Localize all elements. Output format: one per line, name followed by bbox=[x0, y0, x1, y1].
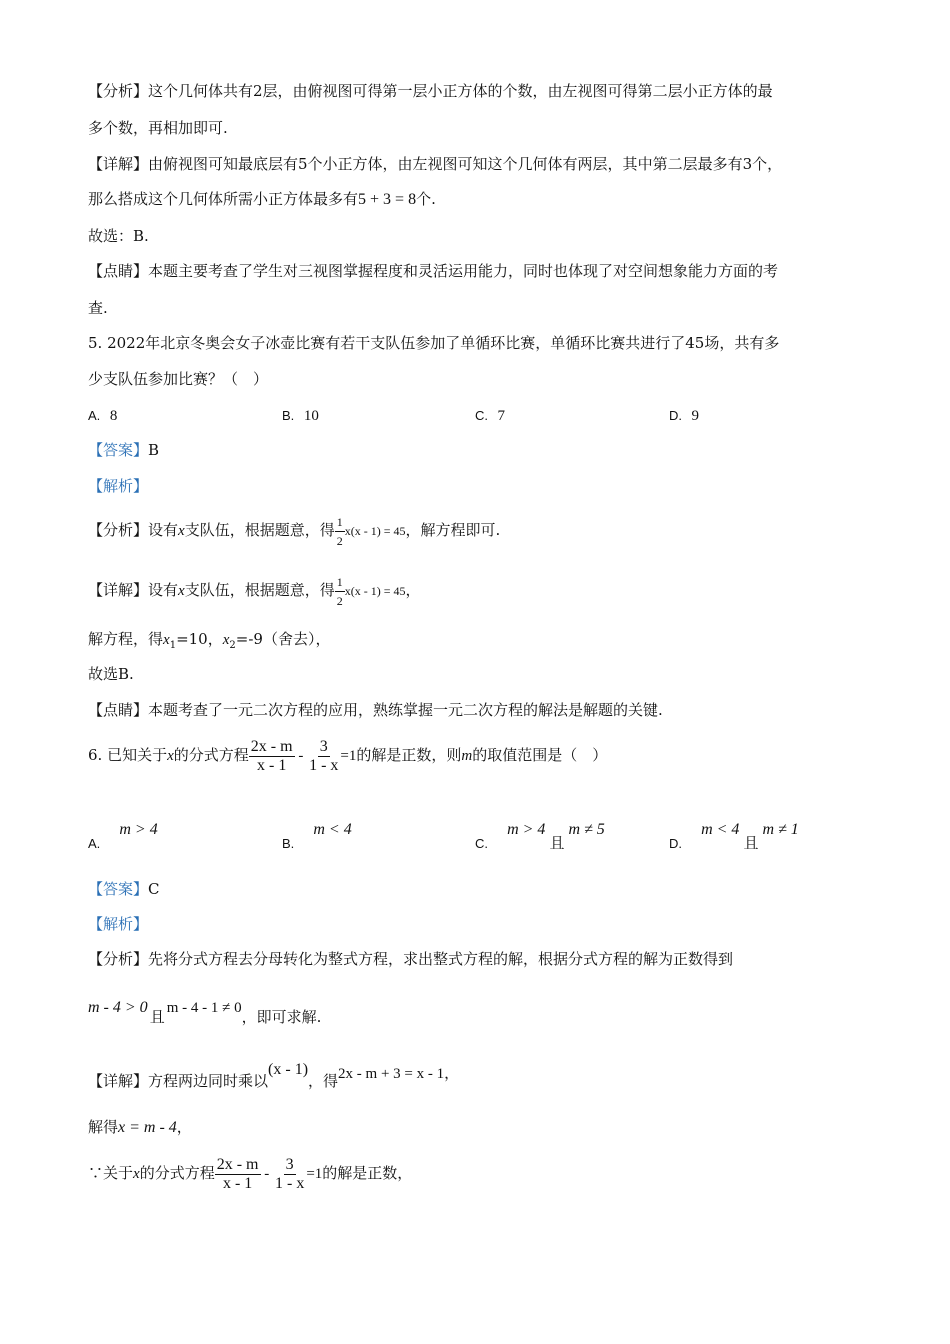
fraction-1: $\frac{2x - m}{x - 1}$ bbox=[250, 737, 293, 774]
comment-tag: 【点睛】 bbox=[88, 262, 149, 280]
q4-detail-line1 bbox=[88, 153, 782, 175]
multiplier: (x - 1) bbox=[268, 1061, 309, 1078]
comment-tag: 【点睛】 bbox=[88, 701, 149, 719]
q6-option-c: C. m > 4且m ≠ 5 bbox=[475, 821, 605, 852]
sum-equation: 5 + 3 = 8 bbox=[358, 191, 417, 208]
fraction-2: $\frac{3}{1 - x}$ bbox=[275, 1155, 305, 1192]
q4-analysis-line1 bbox=[88, 80, 773, 102]
q5-stem-line1: 5. 2022年北京冬奥会女子冰壶比赛有若干支队伍参加了单循环比赛，单循环比赛共进行了45场，共有多 bbox=[88, 334, 780, 352]
q5-option-d: D. 9 bbox=[669, 408, 700, 424]
detail-text: 那么搭成这个几何体所需小正方体最多有 bbox=[88, 190, 359, 208]
detail-tag: 【详解】 bbox=[88, 1072, 149, 1090]
half-fraction: $\frac{1}{2}$ bbox=[336, 574, 343, 608]
q5-option-c: C. 7 bbox=[475, 408, 506, 424]
analysis-text: 这个几何体共有2层，由俯视图可得第一层小正方体的个数，由左视图可得第二层小正方体的最 bbox=[148, 82, 773, 100]
detail-text: 个. bbox=[416, 190, 436, 208]
q4-comment-line2: 查. bbox=[88, 299, 108, 317]
half-fraction: $\frac{1}{2}$ bbox=[336, 514, 343, 548]
q5-option-b: B. 10 bbox=[282, 408, 319, 424]
q5-jiexi-tag: 【解析】 bbox=[88, 477, 149, 495]
q5-answer bbox=[88, 439, 159, 461]
q5-solve: 解方程，得$x_1=10$，$x_2=-9$（舍去）， bbox=[88, 630, 331, 651]
q6-analysis-line1: 【分析】先将分式方程去分母转化为整式方程，求出整式方程的解，根据分式方程的解为正数得到 bbox=[88, 950, 734, 968]
analysis-tag: 【分析】 bbox=[88, 950, 149, 968]
answer-tag: 【答案】 bbox=[88, 441, 149, 459]
q4-comment-line1 bbox=[88, 260, 778, 282]
q5-comment: 【点睛】本题考查了一元二次方程的应用，熟练掌握一元二次方程的解法是解题的关键. bbox=[88, 701, 663, 719]
answer-value: C bbox=[148, 880, 160, 898]
detail-tag: 【详解】 bbox=[88, 155, 149, 173]
detail-equation: 2x - m + 3 = x - 1 bbox=[338, 1066, 445, 1082]
q6-analysis-line2: m - 4 > 0且 m - 4 - 1 ≠ 0，即可求解. bbox=[88, 999, 322, 1026]
q6-option-b: B. m < 4 bbox=[282, 821, 352, 851]
detail-text: 由俯视图可知最底层有5个小正方体，由左视图可知这个几何体有两层，其中第二层最多有3个， bbox=[148, 155, 783, 173]
equation: x(x - 1) = 45 bbox=[344, 584, 406, 598]
q4-analysis-line2: 多个数，再相加即可. bbox=[88, 119, 228, 137]
analysis-tag: 【分析】 bbox=[88, 521, 149, 539]
fraction-1: $\frac{2x - m}{x - 1}$ bbox=[216, 1155, 259, 1192]
q5-choose: 故选B. bbox=[88, 665, 134, 683]
q4-choose: 故选：B. bbox=[88, 227, 149, 245]
because-symbol: ∵ bbox=[88, 1164, 104, 1182]
answer-value: B bbox=[148, 441, 160, 459]
analysis-tag: 【分析】 bbox=[88, 82, 149, 100]
comment-text: 本题主要考查了学生对三视图掌握程度和灵活运用能力，同时也体现了对空间想象能力方面的考 bbox=[148, 262, 779, 280]
q6-solve: 解得x = m - 4， bbox=[88, 1118, 192, 1136]
q5-option-a: A. 8 bbox=[88, 408, 118, 424]
q6-detail-line1: 【详解】方程两边同时乘以(x - 1)，得2x - m + 3 = x - 1， bbox=[88, 1061, 460, 1090]
q6-answer bbox=[88, 878, 160, 900]
q4-detail-line2 bbox=[88, 188, 436, 211]
q6-stem: 6. 已知关于x的分式方程 $\frac{2x - m}{x - 1}$ - $\frac{3}{1 - x}$ =1的解是正数，则m的取值范围是（ ） bbox=[88, 737, 608, 774]
q6-option-a: A. m > 4 bbox=[88, 821, 158, 851]
q5-detail: 【详解】设有x支队伍，根据题意，得 $\frac{1}{2}$ x(x - 1) = 45， bbox=[88, 574, 421, 608]
answer-tag: 【答案】 bbox=[88, 880, 149, 898]
q6-jiexi-tag: 【解析】 bbox=[88, 915, 149, 933]
detail-tag: 【详解】 bbox=[88, 581, 149, 599]
q6-option-d: D. m < 4且m ≠ 1 bbox=[669, 821, 799, 852]
fraction-2: $\frac{3}{1 - x}$ bbox=[309, 737, 339, 774]
q5-analysis: 【分析】设有x支队伍，根据题意，得 $\frac{1}{2}$ x(x - 1) = 45，解方程即可. bbox=[88, 514, 501, 548]
q6-because: ∵关于x的分式方程 $\frac{2x - m}{x - 1}$ - $\frac{3}{1 - x}$ =1的解是正数， bbox=[88, 1155, 413, 1192]
equation: x(x - 1) = 45 bbox=[344, 524, 406, 538]
q5-stem-line2: 少支队伍参加比赛？（ ） bbox=[88, 370, 269, 388]
